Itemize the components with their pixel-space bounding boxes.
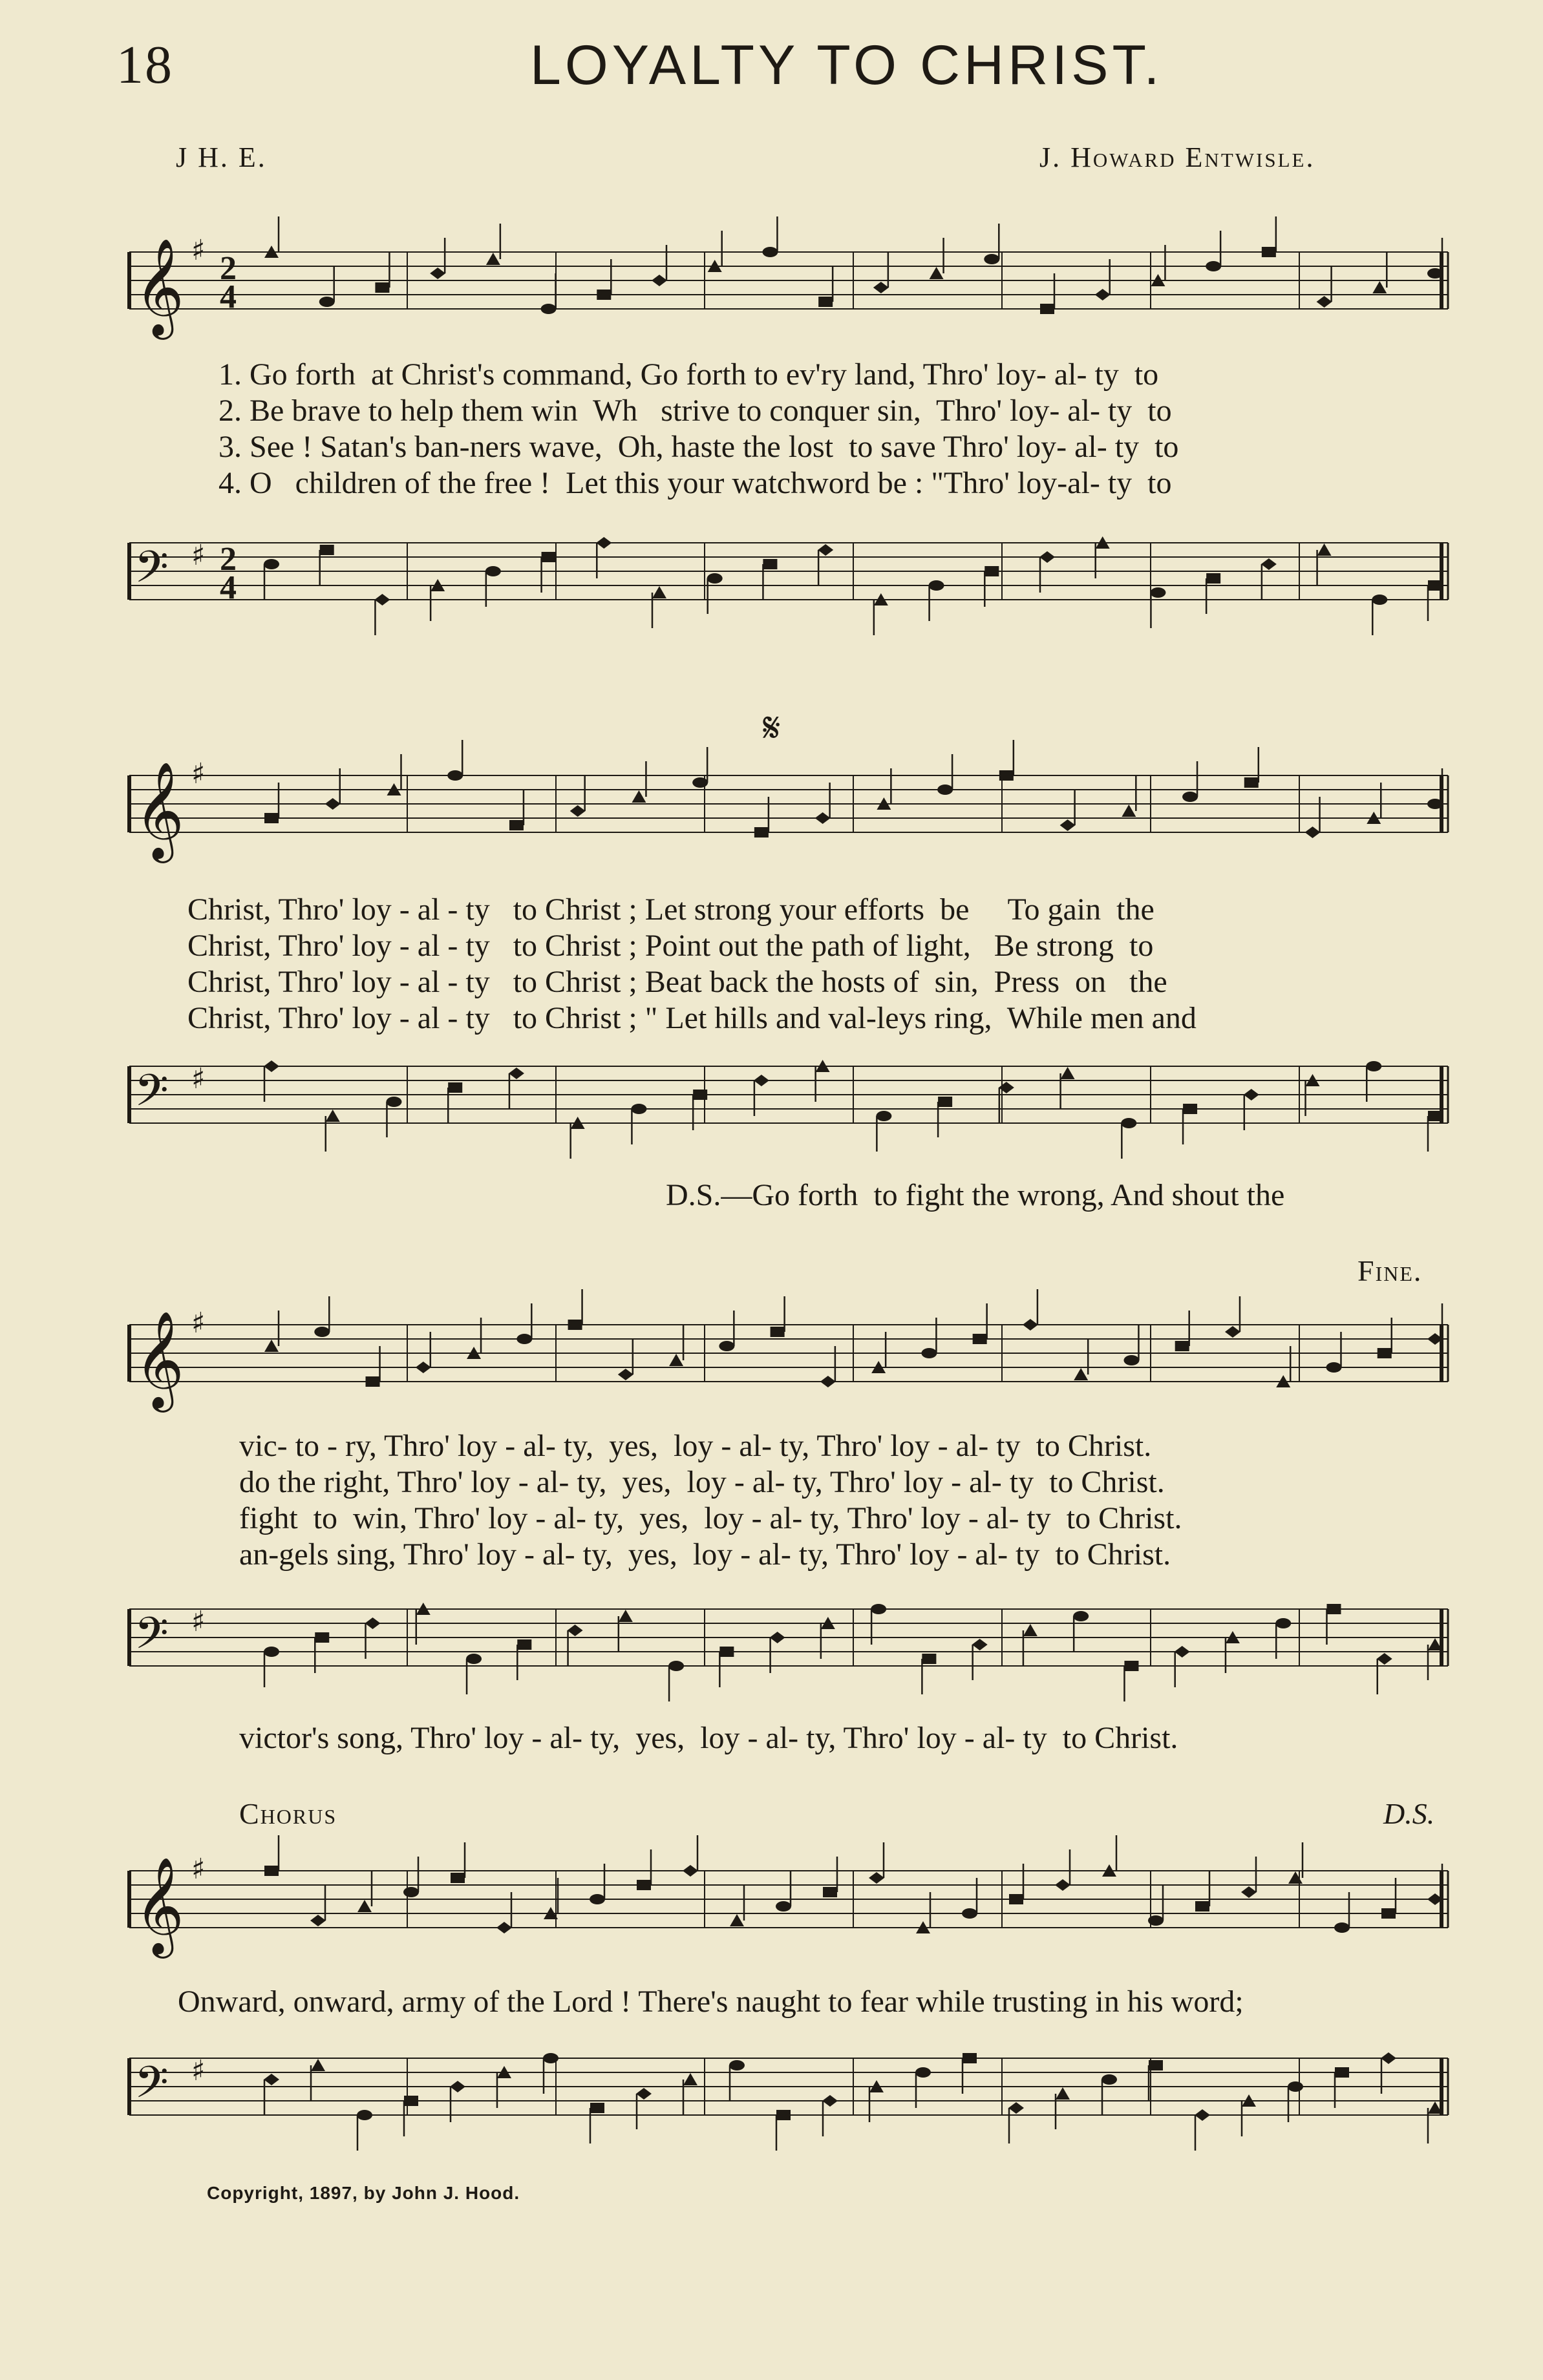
- shape-note-icon: [1183, 1104, 1197, 1114]
- shape-note-icon: [1182, 792, 1198, 802]
- shape-note-icon: [542, 552, 556, 562]
- bass-staff-3: [110, 1570, 1461, 1738]
- shape-note-icon: [938, 1097, 952, 1107]
- shape-note-icon: [730, 1914, 744, 1926]
- shape-note-icon: [871, 1604, 886, 1614]
- shape-note-icon: [596, 537, 612, 549]
- shape-note-icon: [1073, 1611, 1089, 1621]
- music-system-3: [110, 1254, 1461, 1771]
- time-signature-bottom: 4: [220, 279, 237, 315]
- shape-note-icon: [1149, 2060, 1163, 2070]
- shape-note-icon: [683, 1865, 698, 1877]
- shape-note-icon: [1317, 296, 1332, 308]
- shape-note-icon: [1095, 289, 1111, 300]
- copyright-notice: Copyright, 1897, by John J. Hood.: [207, 2183, 520, 2203]
- verse-1-line-3: vic- to - ry, Thro' loy - al- ty, yes, loy - al- ty, Thro' loy - al- ty to Christ.: [239, 1429, 1152, 1463]
- shape-note-icon: [1123, 1355, 1139, 1365]
- verse-4-line-1: 4. O children of the free ! Let this your watchword be : "Thro' loy-al- ty to: [218, 466, 1172, 500]
- shape-note-icon: [683, 2073, 697, 2085]
- shape-note-icon: [1261, 558, 1277, 570]
- shape-note-icon: [1175, 1341, 1189, 1351]
- shape-note-icon: [999, 1082, 1014, 1093]
- shape-note-icon: [693, 1090, 707, 1100]
- shape-note-icon: [1288, 2081, 1303, 2092]
- shape-note-icon: [754, 827, 769, 837]
- shape-note-icon: [374, 594, 390, 606]
- shape-note-icon: [264, 2074, 279, 2085]
- shape-note-icon: [543, 2053, 559, 2063]
- shape-note-icon: [1150, 587, 1165, 598]
- shape-note-icon: [1334, 1922, 1350, 1933]
- shape-note-icon: [451, 1873, 465, 1883]
- shape-note-icon: [972, 1639, 988, 1650]
- shape-note-icon: [1288, 1871, 1303, 1884]
- hymn-title: LOYALTY TO CHRIST.: [530, 34, 1164, 96]
- shape-note-icon: [568, 1320, 582, 1330]
- shape-note-icon: [486, 253, 500, 265]
- verse-3-line-3: fight to win, Thro' loy - al- ty, yes, loy - al- ty, Thro' loy - al- ty to Christ.: [239, 1501, 1182, 1535]
- shape-note-icon: [509, 1068, 524, 1079]
- shape-note-icon: [1039, 551, 1055, 563]
- shape-note-icon: [1061, 1067, 1075, 1079]
- verse-1-line-2: Christ, Thro' loy - al - ty to Christ ; Let strong your efforts be To gain the: [187, 892, 1155, 927]
- shape-note-icon: [1275, 1618, 1291, 1628]
- shape-note-icon: [619, 1610, 633, 1622]
- shape-note-icon: [930, 267, 944, 279]
- music-system-2: [110, 704, 1461, 1228]
- shape-note-icon: [1225, 1326, 1240, 1338]
- bass-clef-icon: 𝄢: [134, 1066, 169, 1127]
- shape-note-icon: [631, 1104, 646, 1114]
- shape-note-icon: [637, 1880, 651, 1890]
- shape-note-icon: [264, 1340, 279, 1352]
- key-signature-sharp-icon: ♯: [191, 1062, 206, 1095]
- shape-note-icon: [365, 1617, 381, 1629]
- shape-note-icon: [1060, 819, 1076, 831]
- shape-note-icon: [466, 1654, 482, 1664]
- key-signature-sharp-icon: ♯: [191, 2054, 206, 2087]
- shape-note-icon: [1381, 2052, 1396, 2064]
- shape-note-icon: [1009, 1894, 1023, 1904]
- shape-note-icon: [311, 2059, 325, 2071]
- shape-note-icon: [922, 1654, 936, 1664]
- shape-note-icon: [1122, 805, 1136, 817]
- shape-note-icon: [1206, 261, 1221, 271]
- verse-1-line-1: 1. Go forth at Christ's command, Go forth to ev'ry land, Thro' loy- al- ty to: [218, 357, 1159, 392]
- shape-note-icon: [1206, 573, 1220, 584]
- shape-note-icon: [1377, 1653, 1392, 1665]
- shape-note-icon: [1262, 247, 1276, 257]
- shape-note-icon: [1195, 1901, 1209, 1911]
- shape-note-icon: [1195, 2109, 1210, 2121]
- key-signature-sharp-icon: ♯: [191, 757, 206, 790]
- shape-note-icon: [823, 1887, 837, 1897]
- shape-note-icon: [264, 559, 279, 569]
- shape-note-icon: [319, 297, 335, 307]
- shape-note-icon: [707, 573, 723, 584]
- treble-clef-icon: 𝄞: [134, 761, 184, 859]
- shape-note-icon: [1121, 1118, 1136, 1128]
- shape-note-icon: [822, 2095, 838, 2107]
- shape-note-icon: [1305, 827, 1321, 838]
- shape-note-icon: [818, 297, 833, 307]
- ds-marker: D.S.: [1383, 1797, 1435, 1830]
- shape-note-icon: [820, 1376, 836, 1387]
- bass-staff-2: [110, 1027, 1461, 1195]
- shape-note-icon: [652, 275, 667, 286]
- shape-note-icon: [1148, 1915, 1164, 1926]
- shape-note-icon: [570, 805, 586, 817]
- shape-note-icon: [320, 545, 334, 555]
- treble-clef-icon: 𝄞: [134, 1310, 184, 1408]
- verse-2-line-1: 2. Be brave to help them win Wh strive to conquer sin, Thro' loy- al- ty to: [218, 394, 1172, 428]
- chorus-system: [110, 1796, 1461, 2197]
- shape-note-icon: [963, 2053, 977, 2063]
- shape-note-icon: [1074, 1368, 1088, 1380]
- shape-note-icon: [632, 790, 646, 803]
- shape-note-icon: [652, 586, 666, 598]
- shape-note-icon: [818, 544, 833, 556]
- shape-note-icon: [1317, 543, 1332, 556]
- shape-note-icon: [1372, 281, 1387, 293]
- shape-note-icon: [1023, 1624, 1038, 1636]
- shape-note-icon: [636, 2088, 652, 2100]
- shape-note-icon: [1101, 2074, 1117, 2085]
- shape-note-icon: [496, 1922, 512, 1933]
- shape-note-icon: [1175, 1646, 1190, 1658]
- shape-note-icon: [366, 1376, 380, 1387]
- shape-note-icon: [984, 566, 999, 576]
- shape-note-icon: [264, 1060, 279, 1072]
- shape-note-icon: [1381, 1908, 1396, 1919]
- shape-note-icon: [326, 1110, 340, 1122]
- shape-note-icon: [325, 798, 341, 810]
- treble-clef-icon: 𝄞: [134, 1856, 184, 1954]
- shape-note-icon: [763, 559, 777, 569]
- shape-note-icon: [403, 1887, 419, 1897]
- bass-staff-1: [110, 504, 1461, 672]
- shape-note-icon: [264, 1866, 279, 1876]
- shape-note-icon: [1241, 1886, 1257, 1898]
- shape-note-icon: [509, 820, 524, 830]
- bass-staff-4: [110, 2019, 1461, 2187]
- shape-note-icon: [1326, 1362, 1341, 1373]
- time-signature-bottom: 4: [220, 569, 237, 606]
- shape-note-icon: [771, 1327, 785, 1337]
- shape-note-icon: [568, 1625, 583, 1636]
- shape-note-icon: [447, 770, 463, 781]
- shape-note-icon: [516, 1334, 532, 1344]
- shape-note-icon: [448, 1082, 462, 1093]
- shape-note-icon: [719, 1647, 734, 1657]
- shape-note-icon: [264, 813, 279, 823]
- shape-note-icon: [873, 282, 889, 293]
- shape-note-icon: [517, 1639, 531, 1650]
- verse-3-line-2: Christ, Thro' loy - al - ty to Christ ; Beat back the hosts of sin, Press on the: [187, 965, 1167, 999]
- shape-note-icon: [1372, 595, 1387, 605]
- shape-note-icon: [1335, 2067, 1349, 2078]
- shape-note-icon: [1378, 1348, 1392, 1358]
- shape-note-icon: [1008, 2102, 1024, 2114]
- shape-note-icon: [590, 2103, 604, 2113]
- segno-sign: 𝄋: [763, 704, 781, 752]
- shape-note-icon: [815, 812, 831, 824]
- key-signature-sharp-icon: ♯: [191, 539, 206, 572]
- shape-note-icon: [310, 1915, 326, 1926]
- shape-note-icon: [357, 1900, 372, 1912]
- shape-note-icon: [264, 1647, 279, 1657]
- shape-note-icon: [450, 2081, 465, 2092]
- chorus-label: Chorus: [239, 1797, 337, 1830]
- shape-note-icon: [973, 1334, 987, 1344]
- key-signature-sharp-icon: ♯: [191, 1307, 206, 1340]
- shape-note-icon: [729, 2060, 745, 2070]
- key-signature-sharp-icon: ♯: [191, 1853, 206, 1886]
- shape-note-icon: [876, 1111, 891, 1121]
- shape-note-icon: [1366, 1061, 1381, 1071]
- shape-note-icon: [357, 2110, 372, 2120]
- key-signature-sharp-icon: ♯: [191, 234, 206, 267]
- lyricist-credit: J H. E.: [176, 142, 267, 173]
- shape-note-icon: [485, 566, 501, 576]
- shape-note-icon: [590, 1894, 605, 1904]
- shape-note-icon: [754, 1075, 769, 1086]
- bass-clef-icon: 𝄢: [134, 542, 169, 604]
- verse-2-line-3: do the right, Thro' loy - al- ty, yes, loy - al- ty, Thro' loy - al- ty to Christ.: [239, 1465, 1165, 1499]
- time-signature-top: 2: [220, 250, 237, 287]
- shape-note-icon: [929, 580, 944, 591]
- shape-note-icon: [921, 1348, 937, 1358]
- shape-note-icon: [1124, 1661, 1138, 1671]
- page-number: 18: [116, 35, 173, 95]
- shape-note-icon: [541, 304, 557, 314]
- shape-note-icon: [1244, 1089, 1259, 1100]
- shape-note-icon: [776, 2110, 791, 2120]
- treble-clef-icon: 𝄞: [134, 237, 184, 335]
- shape-note-icon: [618, 1369, 633, 1380]
- ds-lyric-line-3: victor's song, Thro' loy - al- ty, yes, loy - al- ty, Thro' loy - al- ty to Christ.: [239, 1721, 1178, 1755]
- shape-note-icon: [430, 268, 445, 279]
- shape-note-icon: [984, 254, 999, 264]
- time-signature-top: 2: [220, 541, 237, 578]
- shape-note-icon: [416, 1362, 431, 1373]
- shape-note-icon: [386, 1097, 401, 1107]
- treble-staff-4: [110, 1832, 1461, 2000]
- shape-note-icon: [937, 785, 953, 795]
- shape-note-icon: [668, 1661, 684, 1671]
- shape-note-icon: [669, 1354, 683, 1366]
- verse-4-line-2: Christ, Thro' loy - al - ty to Christ ; " Let hills and val-leys ring, While men and: [187, 1001, 1197, 1035]
- shape-note-icon: [770, 1632, 785, 1643]
- shape-note-icon: [1244, 777, 1259, 788]
- shape-note-icon: [1023, 1319, 1038, 1331]
- shape-note-icon: [692, 777, 708, 788]
- shape-note-icon: [999, 770, 1014, 781]
- shape-note-icon: [762, 247, 778, 257]
- bass-clef-icon: 𝄢: [134, 2058, 169, 2119]
- verse-4-line-3: an-gels sing, Thro' loy - al- ty, yes, loy - al- ty, Thro' loy - al- ty to Christ.: [239, 1537, 1171, 1572]
- shape-note-icon: [315, 1632, 329, 1643]
- fine-marker: Fine.: [1357, 1254, 1423, 1287]
- shape-note-icon: [1055, 1879, 1070, 1891]
- shape-note-icon: [1056, 2087, 1070, 2100]
- shape-note-icon: [869, 1872, 884, 1884]
- shape-note-icon: [719, 1341, 734, 1351]
- shape-note-icon: [597, 290, 611, 300]
- shape-note-icon: [1326, 1604, 1341, 1614]
- shape-note-icon: [776, 1901, 791, 1911]
- shape-note-icon: [962, 1908, 977, 1919]
- composer-credit: J. Howard Entwisle.: [1039, 142, 1315, 173]
- shape-note-icon: [375, 282, 389, 293]
- key-signature-sharp-icon: ♯: [191, 1605, 206, 1638]
- treble-staff-1: [110, 213, 1461, 381]
- treble-staff-2: [110, 737, 1461, 905]
- shape-note-icon: [915, 2067, 931, 2078]
- shape-note-icon: [1040, 304, 1054, 314]
- shape-note-icon: [404, 2096, 418, 2106]
- verse-3-line-1: 3. See ! Satan's ban-ners wave, Oh, haste the lost to save Thro' loy- al- ty to: [218, 430, 1179, 464]
- music-system-1: [110, 194, 1461, 633]
- ds-lyric-line-2: D.S.—Go forth to fight the wrong, And shout the: [666, 1178, 1285, 1212]
- bass-clef-icon: 𝄢: [134, 1608, 169, 1670]
- verse-2-line-2: Christ, Thro' loy - al - ty to Christ ; Point out the path of light, Be strong to: [187, 929, 1154, 963]
- shape-note-icon: [314, 1327, 330, 1337]
- chorus-lyric: Onward, onward, army of the Lord ! There's naught to fear while trusting in his word;: [178, 1985, 1244, 2019]
